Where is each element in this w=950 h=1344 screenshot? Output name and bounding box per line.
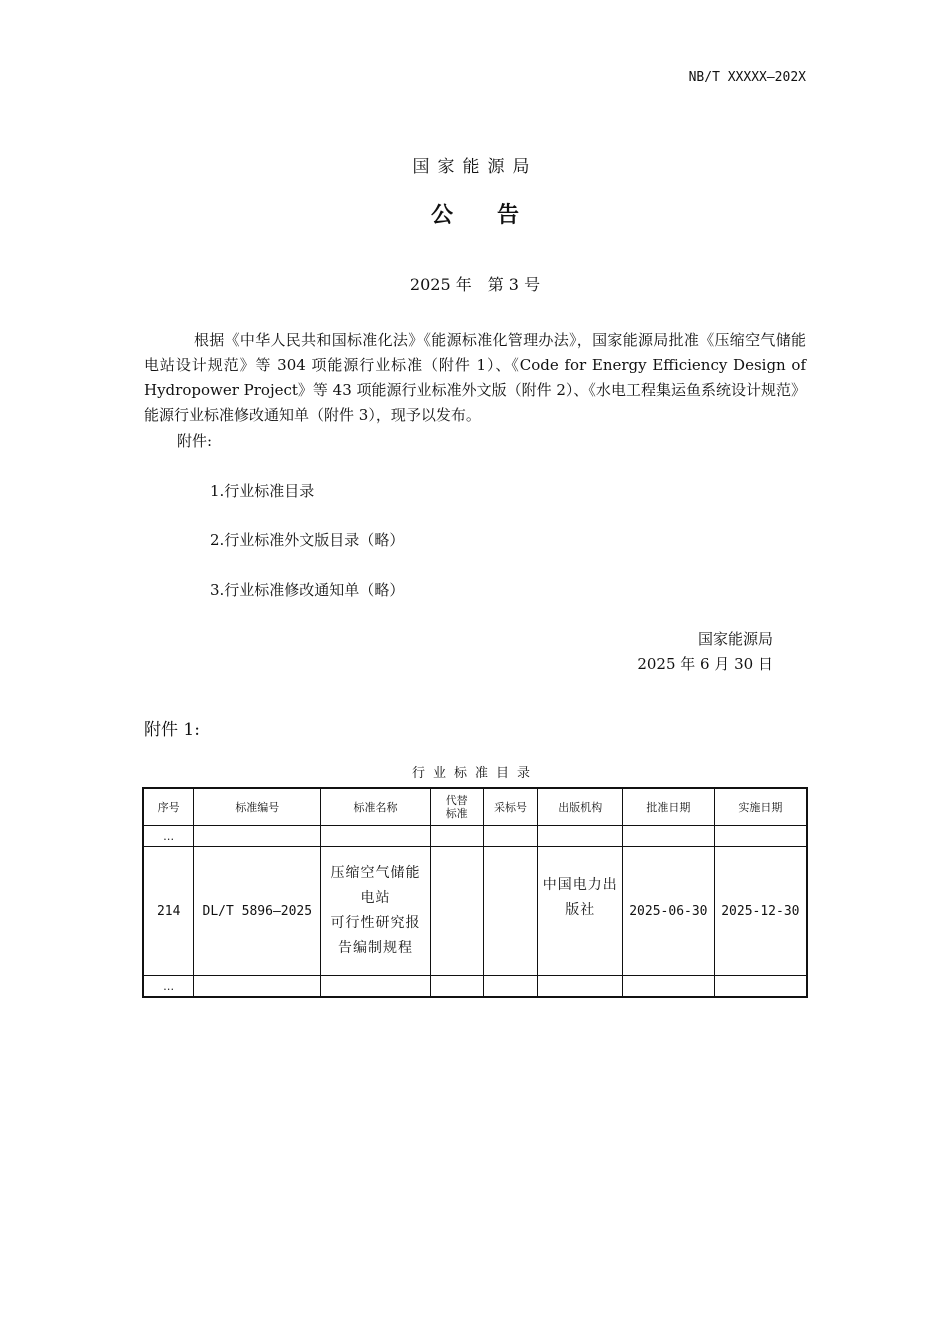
- attachment1-label: 附件 1:: [144, 720, 200, 740]
- attachment-item-1: 1.行业标准目录: [210, 482, 315, 500]
- cell-adopted: [483, 847, 538, 976]
- col-header-effective-date: 实施日期: [714, 788, 807, 826]
- cell-name: [321, 847, 431, 976]
- signature-date: 2025 年 6 月 30 日: [637, 655, 773, 673]
- table-title: 行业标准目录: [411, 766, 538, 781]
- cell-name-line-3: 可行性研究报: [330, 915, 421, 931]
- issue-number: [0, 272, 950, 295]
- title-char-1: 公: [430, 203, 453, 228]
- title-char-2: 告: [497, 203, 520, 228]
- cell-publisher-line-1: 中国电力出: [542, 877, 618, 893]
- issue-no: 第 3 号: [487, 275, 541, 294]
- table-header-row: [143, 788, 807, 826]
- announcement-body: 根据《中华人民共和国标准化法》《能源标准化管理办法》，国家能源局批准《压缩空气储能电站设计规范》等 304 项能源行业标准（附件 1）、《Code for Energy Efficiency Design of Hydropower Project》等 43 项能源行业标准外文版（附件 2）、《水电工程集运鱼系统设计规范》能源行业标准修改通知单（附件 3），现予以发布。: [144, 331, 806, 424]
- cell-code: DL/T 5896—2025: [194, 847, 321, 976]
- col-header-adopted: 采标号: [483, 788, 538, 826]
- standard-code: NB/T XXXXX—202X: [688, 70, 806, 85]
- announcement-title: [0, 198, 950, 229]
- col-header-no: 序号: [143, 788, 194, 826]
- table-row: [143, 976, 807, 998]
- cell-name-line-1: 压缩空气储能: [330, 865, 421, 881]
- cell-effective-date: 2025-12-30: [714, 847, 807, 976]
- cell-approve-date: 2025-06-30: [623, 847, 715, 976]
- table-row: [143, 826, 807, 847]
- col-header-replaces: [430, 788, 483, 826]
- attachments-label: 附件:: [177, 432, 213, 450]
- ellipsis-cell: …: [143, 976, 194, 998]
- cell-publisher-line-2: 版社: [565, 902, 596, 918]
- attachment-item-3: 3.行业标准修改通知单（略）: [210, 581, 405, 599]
- attachment-item-2: 2.行业标准外文版目录（略）: [210, 531, 405, 549]
- cell-name-line-4: 告编制规程: [338, 940, 414, 956]
- signature-org: 国家能源局: [697, 630, 773, 648]
- col-header-name: 标准名称: [321, 788, 431, 826]
- issue-year: 2025 年: [409, 275, 472, 294]
- ellipsis-cell: …: [143, 826, 194, 847]
- cell-name-line-2: 电站: [360, 890, 391, 906]
- issuing-org: 国家能源局: [412, 157, 538, 177]
- col-header-replaces-text: 代替标准: [445, 794, 468, 820]
- col-header-code: 标准编号: [194, 788, 321, 826]
- table-row: [143, 847, 807, 976]
- col-header-approve-date: 批准日期: [623, 788, 715, 826]
- cell-publisher: [538, 847, 623, 976]
- cell-replaces: [430, 847, 483, 976]
- cell-no: 214: [143, 847, 194, 976]
- col-header-publisher: 出版机构: [538, 788, 623, 826]
- standards-table: [142, 787, 808, 998]
